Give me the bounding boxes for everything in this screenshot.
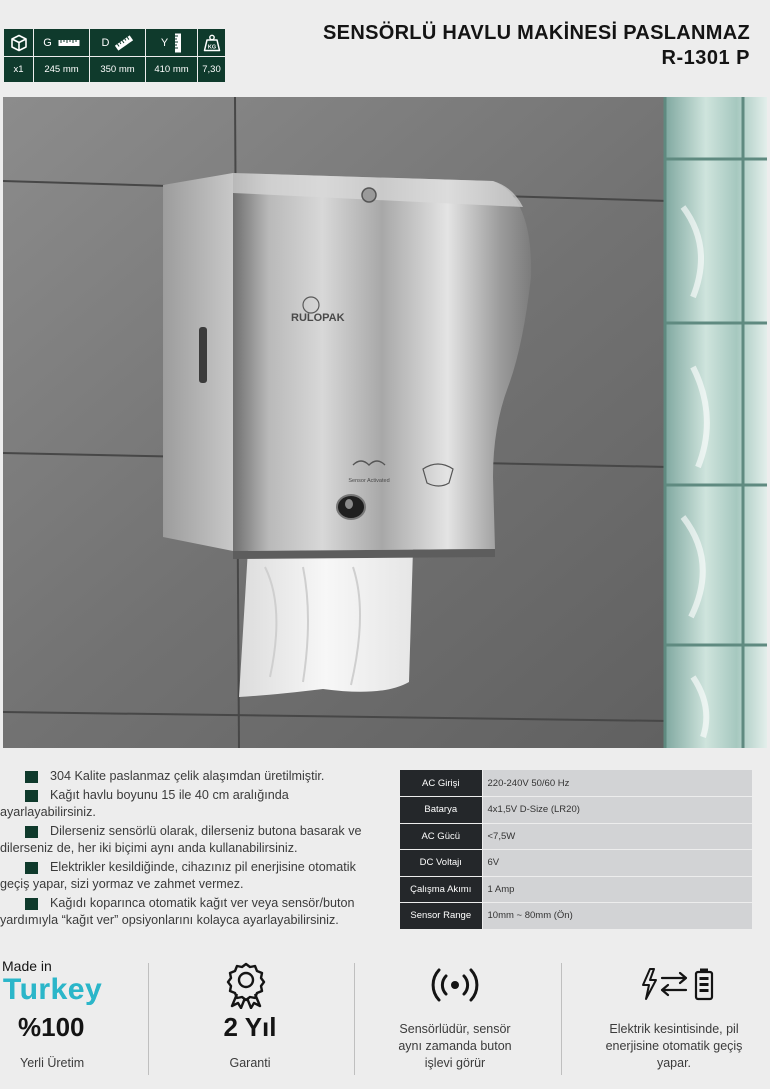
bullet-square-icon xyxy=(25,790,38,802)
local-production-text: Yerli Üretim xyxy=(20,1056,85,1070)
weight-icon-text: KG xyxy=(207,43,216,50)
lock-icon xyxy=(362,188,376,202)
sensor-badge xyxy=(370,955,540,1085)
dispenser-side xyxy=(163,173,233,551)
technical-specs-table xyxy=(400,770,752,930)
feature-list xyxy=(0,768,385,931)
width-header xyxy=(34,29,90,57)
battery-badge xyxy=(578,955,766,1085)
depth-header xyxy=(90,29,146,57)
product-photo xyxy=(3,97,767,748)
feature-text: Elektrikler kesildiğinde, cihazınız pil enerjisine otomatik geçiş yapar, sizi yormaz ve zahmet vermez. xyxy=(0,859,356,891)
tech-label: Çalışma Akımı xyxy=(400,876,482,903)
width-header-label: G xyxy=(43,36,52,49)
tech-row xyxy=(400,876,752,903)
battery-icon xyxy=(696,969,712,1000)
warranty-label: Garanti xyxy=(229,1056,271,1070)
weight-icon xyxy=(203,34,221,52)
feature-item xyxy=(0,768,385,786)
brand-text: RULOPAK xyxy=(291,312,345,324)
warranty-badge xyxy=(160,955,340,1085)
tech-label: Sensor Range xyxy=(400,903,482,930)
warranty-years: 2 Yıl xyxy=(223,1012,277,1042)
width-value: 245 mm xyxy=(34,57,90,83)
tech-row xyxy=(400,797,752,824)
product-title-block xyxy=(323,22,750,70)
height-value: 410 mm xyxy=(146,57,198,83)
box-icon-cell xyxy=(4,29,34,57)
swap-arrows-icon xyxy=(662,973,686,995)
depth-ruler-icon xyxy=(115,35,133,51)
quantity-value: x1 xyxy=(4,57,34,83)
box-icon xyxy=(10,34,28,52)
battery-description: Elektrik kesintisinde, pil enerjisine otomatik geçiş yapar. xyxy=(605,1022,743,1070)
feature-item xyxy=(0,895,385,930)
tech-value: 220-240V 50/60 Hz xyxy=(482,770,752,797)
depth-value: 350 mm xyxy=(90,57,146,83)
feature-item xyxy=(0,859,385,894)
tech-row xyxy=(400,770,752,797)
badges-row xyxy=(0,955,770,1085)
dispenser-illustration xyxy=(3,97,767,748)
height-header-label: Y xyxy=(160,36,169,49)
height-header xyxy=(146,29,198,57)
made-in-text: Made in xyxy=(2,958,52,974)
tech-value: <7,5W xyxy=(482,823,752,850)
bullet-square-icon xyxy=(25,826,38,838)
tech-value: 6V xyxy=(482,850,752,877)
depth-header-label: D xyxy=(101,36,110,49)
power-switch-battery-icon xyxy=(640,967,716,1001)
feature-item xyxy=(0,787,385,822)
feature-item xyxy=(0,823,385,858)
glass-block-wall xyxy=(665,97,767,748)
product-model: R-1301 P xyxy=(661,47,750,69)
sensor-label: Sensor Activated xyxy=(348,478,390,484)
award-ribbon-icon xyxy=(226,961,266,1009)
tech-label: Batarya xyxy=(400,797,482,824)
product-title: SENSÖRLÜ HAVLU MAKİNESİ PASLANMAZ xyxy=(323,22,750,44)
made-in-turkey-badge xyxy=(0,955,140,1085)
level-window xyxy=(199,327,207,383)
tech-label: DC Voltajı xyxy=(400,850,482,877)
tech-row xyxy=(400,823,752,850)
divider xyxy=(561,963,562,1075)
tech-value: 10mm ~ 80mm (Ön) xyxy=(482,903,752,930)
feature-text: 304 Kalite paslanmaz çelik alaşımdan üretilmiştir. xyxy=(50,769,325,783)
weight-value: 7,30 xyxy=(198,57,226,83)
tech-value: 1 Amp xyxy=(482,876,752,903)
bullet-square-icon xyxy=(25,771,38,783)
tech-label: AC Gücü xyxy=(400,823,482,850)
bullet-square-icon xyxy=(25,898,38,910)
dispenser-body xyxy=(233,173,531,551)
bullet-square-icon xyxy=(25,862,38,874)
feature-text: Dilerseniz sensörlü olarak, dilerseniz butona basarak ve dilerseniz de, her iki biçimi aynı anda kullanabilirsiniz. xyxy=(0,823,362,855)
tech-row xyxy=(400,850,752,877)
height-ruler-icon xyxy=(174,33,182,53)
weight-header xyxy=(198,29,226,57)
sensor-description: Sensörlüdür, sensör aynı zamanda buton işlevi görür xyxy=(398,1022,512,1070)
percent-text: %100 xyxy=(18,1012,85,1042)
feature-text: Kağıt havlu boyunu 15 ile 40 cm aralığında ayarlayabilirsiniz. xyxy=(0,787,289,819)
wireless-sensor-icon xyxy=(430,967,480,1003)
tech-row xyxy=(400,903,752,930)
width-ruler-icon xyxy=(58,38,80,48)
tech-label: AC Girişi xyxy=(400,770,482,797)
divider xyxy=(354,963,355,1075)
feature-text: Kağıdı koparınca otomatik kağıt ver veya sensör/buton yardımıyla “kağıt ver” opsiyonlarını kolayca ayarlayabilirsiniz. xyxy=(0,895,355,927)
paper-towel xyxy=(239,549,413,697)
tech-value: 4x1,5V D-Size (LR20) xyxy=(482,797,752,824)
turkey-text: Turkey xyxy=(3,973,103,1006)
divider xyxy=(148,963,149,1075)
lightning-icon xyxy=(643,969,656,999)
dimensions-table xyxy=(3,28,226,83)
